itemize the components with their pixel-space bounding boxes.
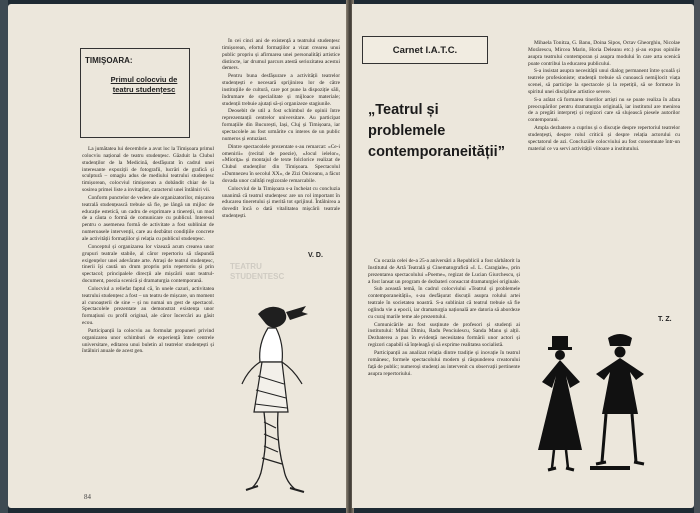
paragraph: Cu ocazia celei de-a 25-a aniversări a Republicii a fost sărbătorit la Institutul de Artă Teatrală și Cinematografică «I. L. Caragiale», prin prezentarea spectacolului «Poeme», regizat de Lucian Giurchescu, și a fost lansat un program de dezbateri consacrat dramaturgiei originale.	[368, 258, 520, 285]
paragraph: Colocviul de la Timișoara s-a încheiat cu concluzia unanimă că teatrul studențesc are un rol important în educarea tineretului și merită tot sprijinul. Întâlnirea a dovedit încă o dată vitalitatea mișcării teatrale studențești.	[222, 185, 340, 220]
article-heading-box	[80, 48, 190, 138]
costumed-figures-illustration	[536, 330, 646, 480]
paragraph: La jumătatea lui decembrie a avut loc la Timișoara primul colocviu național de teatru studențesc. Găzduit la Clubul studenților de la Medicină, desfășurat în cadrul unei interesante expoziții de fotografii, lucrări de grafică și sculptură – omagiu adus de mediului teatrului studențesc timișorean, colocviul timișorean a dobândit chiar de la sosirea primei liste a invitaților, caracterul unei întâlniri vii.	[82, 146, 214, 194]
right-binding	[694, 0, 700, 513]
paragraph: Deosebit de util a fost schimbul de opinii între reprezentanții centrelor universitare. Au participat formațiile din București, Iași, Cluj și Timișoara, iar spectacolele au fost urmărite cu interes de un public numeros și entuziast.	[222, 108, 340, 142]
left-column-2	[222, 38, 340, 256]
paragraph: Sub această temă, în cadrul colocviului «Teatrul și problemele contemporaneității», s-au desfășurat discuții asupra rolului artei teatrale în societatea noastră. S-a subliniat că teatrul trebuie să fie oglinda vie a epocii, iar dramaturgia națională are datoria să abordeze cu curaj marile teme ale prezentului.	[368, 286, 520, 320]
page-number: 84	[84, 493, 91, 501]
left-column-1	[82, 146, 214, 491]
article-section-city: TIMIŞOARA:	[85, 56, 133, 65]
paragraph: Ampla dezbatere a cuprins și o discuție despre repertoriul teatrelor studențești, despre rolul criticii și despre relația actorului cu spectatorul de azi. Concluziile colocviului au fost consemnate într-un material ce va servi activității viitoare a institutului.	[528, 125, 680, 152]
article-title-right: „Teatrul și problemele contemporaneității”	[368, 102, 505, 160]
article-title: Primul colocviu de teatru studențesc	[110, 75, 178, 94]
paragraph: În cei cinci ani de existență a teatrului studențesc timișorean, efortul formațiilor a vizat crearea unui public propriu și afirmarea unei personalități artistice distincte, iar drumul parcurs atestă seriozitatea acestui demers.	[222, 38, 340, 72]
right-column-2	[528, 40, 680, 320]
paragraph: Participanții la colocviu au formulat propuneri privind organizarea unor schimburi de experiență între centrele universitare, editarea unui buletin al teatrelor studențești și întâlniri anuale de acest gen.	[82, 327, 214, 355]
right-signature: T. Z.	[658, 316, 672, 323]
paragraph: Conceptul și organizarea lor vizează acum crearea unor grupuri teatrale stabile, al căror repertoriu să răspundă exigențelor unei adevărate arte. Atrași de teatrul studențesc, tinerii își caută un drum propriu prin repertoriu și prin spectacol; principalele direcții ale mișcării sunt teatrul-document, poezia scenică și dramaturgia contemporană.	[82, 243, 214, 285]
paragraph: Participanții au analizat relația dintre tradiție și inovație în teatrul românesc, formele spectacolului modern și răspunderea creatorului față de public; numeroși studenți au intervenit cu observații pertinente asupra repertoriului.	[368, 349, 520, 377]
faded-show-through-text: TEATRU STUDENTESC	[230, 262, 285, 281]
paragraph: S-a arătat că formarea tinerilor artiști nu se poate realiza în afara preocupărilor pentru dramaturgia originală, iar institutul are menirea de a pregăti interpreți și regizori care să slujească piesele autorilor contemporani.	[528, 96, 680, 124]
paragraph: Conform punctelor de vedere ale organizatorilor, mișcarea teatrală studențească trebuie să fie, pe lângă un mijloc de educație estetică, un cadru de exprimare a tinereții, un mod de a căuta o formă de comunicare cu publicul. Interesul pentru o asemenea formă de activitate a fost subliniat de numeroasele intervenții, care au dezbătut condițiile concrete ale activității formațiilor și relația cu publicul studențesc.	[82, 194, 214, 242]
paragraph: Pentru buna desfășurare a activității teatrelor studențești e necesară sprijinirea lor de către instituțiile de cultură, care pot pune la dispoziție săli, îndrumare de specialitate și mijloace materiale; studenții trebuie ajutați să-și organizeze stagiunile.	[222, 73, 340, 107]
paragraph: Mihaela Tonitza, G. Banu, Doina Sipos, Octav Gheorghiu, Nicolae Morărescu, Mircea Marin, Horia Deleanu etc.) și-au expus opiniile asupra teatrului contemporan și asupra modului în care arta scenică poate contribui la educarea publicului.	[528, 40, 680, 67]
right-column-1	[368, 258, 520, 496]
left-binding	[0, 0, 8, 513]
paragraph: S-a insistat asupra necesității unui dialog permanent între școală și teatrele profesioniste; studenții trebuie să cunoască nemijlocit viața scenei, să participe la spectacole și la repetiții, să se formeze în spiritul unei discipline artistice severe.	[528, 68, 680, 95]
left-signature: V. D.	[308, 252, 323, 259]
dancer-illustration	[228, 300, 318, 500]
rubric-box: Carnet I.A.T.C.	[362, 36, 488, 64]
paragraph: Comunicările au fost susținute de profesori și studenți ai institutului: Mihai Dimiu, Radu Penciulescu, Sanda Manu și alții. Dezbaterea a pus în evidență necesitatea formării unor actori și regizori capabili să înțeleagă și să exprime realitatea socialistă.	[368, 321, 520, 349]
paragraph: Colocviul a reliefat faptul că, în unele cazuri, activitatea teatrului studențesc a fost – un teatru de mișcare, un moment al cunoașterii de sine – și nu numai un gest de spectacol. Spectacolele prezentate au demonstrat existența unor formațiuni cu profil original, ale căror încercări au găsit ecou.	[82, 285, 214, 327]
paragraph: Dintre spectacolele prezentate s-au remarcat: «Ce-i omenirii» (recital de poezie), «Jocul ielelor», «Mioriţa» și montajul de texte folclorice realizat de Clubul studenților din Timișoara. Spectacolul «Dumnezeu în secolul XX», de Zizi Oniceanu, a făcut dovada unor calități regizorale remarcabile.	[222, 143, 340, 184]
